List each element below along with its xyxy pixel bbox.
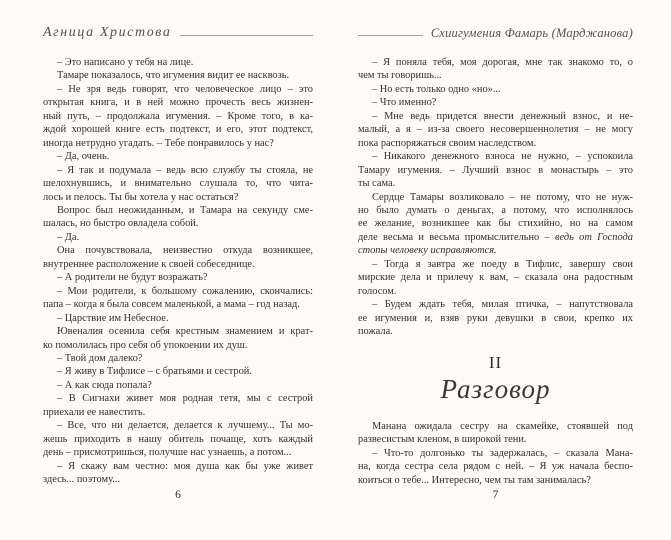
- running-head-left-title: Агница Христова: [43, 25, 172, 40]
- text-line: ее игумения и, взяв руки девушки в свои, крепко их: [358, 312, 633, 324]
- chapter-heading: [358, 354, 633, 404]
- text-line: день – присмотришься, получше нас узнаешь, а потом...: [43, 447, 292, 459]
- paragraph: [43, 231, 313, 244]
- running-head-left-rule: [180, 35, 314, 36]
- paragraph: [43, 285, 313, 312]
- text-line: – Твой дом далеко?: [57, 352, 143, 364]
- text-line: пока распоряжаться своим наследством.: [358, 137, 537, 149]
- text-line: – Никакого денежного взноса не нужно, – успокоила: [372, 151, 633, 163]
- text-line: ты сама.: [358, 178, 396, 190]
- page-left: [43, 0, 313, 540]
- text-line: шалась, но быстро овладела собой.: [43, 218, 199, 230]
- text-line: Вопрос был неожиданным, и Тамара на секунду сме-: [57, 204, 313, 216]
- paragraph: [43, 325, 313, 352]
- paragraph: [358, 191, 633, 258]
- paragraph: [358, 56, 633, 83]
- text-line: – Не зря ведь говорят, что человеческое лицо – это: [57, 83, 313, 95]
- page-right-body-top: [358, 56, 633, 339]
- chapter-number: II: [488, 353, 503, 372]
- text-line: открытая книга, и в ней можно прочесть весь жизнен-: [43, 97, 313, 109]
- text-line: внутреннее расположение к своей собеседнице.: [43, 258, 255, 270]
- page-number-left: 6: [175, 489, 181, 501]
- paragraph: [358, 110, 633, 150]
- text-line: – Это написано у тебя на лице.: [57, 57, 194, 68]
- page-right-body-bottom: [358, 420, 633, 487]
- paragraph: [358, 150, 633, 190]
- text-line: – Что именно?: [372, 97, 437, 109]
- text-line: чем ты говоришь...: [358, 70, 442, 82]
- text-line: папа – когда я была совсем маленькой, а мама – год назад.: [43, 299, 300, 311]
- paragraph: [358, 258, 633, 298]
- text-line: – Я так и подумала – ведь всю службу ты стояла, не: [57, 164, 313, 176]
- paragraph: [43, 83, 313, 150]
- text-line: здесь... поэтому...: [43, 474, 121, 486]
- text-line: – Тогда я завтра же поеду в Тифлис, завершу свои: [372, 258, 633, 270]
- paragraph: [43, 352, 313, 365]
- text-line: – Все, что ни делается, делается к лучшему... Ты мо-: [57, 420, 313, 432]
- paragraph: [358, 420, 633, 447]
- text-line: мирские дела и прилечу к вам, – сказала она радостным: [358, 272, 633, 284]
- text-line: – А родители не будут возражать?: [57, 272, 208, 284]
- text-line: стопы человеку исправляются.: [358, 245, 497, 257]
- text-line: – Мои родители, к большому сожалению, скончались:: [57, 285, 313, 297]
- running-head-right-title: Схиигумения Фамарь (Марджанова): [430, 25, 633, 40]
- text-line: – Будем ждать тебя, милая птичка, – напутствовала: [372, 299, 633, 311]
- chapter-title: Разговор: [440, 374, 551, 404]
- text-line: – Но есть только одно «но»...: [372, 83, 501, 95]
- text-line: ный путь, – продолжала игумения. – Кроме того, в ка-: [43, 110, 313, 122]
- paragraph: [43, 150, 313, 163]
- paragraph: [43, 244, 313, 271]
- paragraph: [43, 392, 313, 419]
- text-line: – Я живу в Тифлисе – с братьями и сестрой.: [57, 366, 252, 378]
- text-line: голосом.: [358, 285, 397, 297]
- text-line: малый, а я – из-за своего несовершеннолетия – не могу: [358, 124, 633, 136]
- page-number-right: 7: [492, 489, 499, 501]
- text-line: – Да.: [57, 231, 80, 243]
- page-left-body: [43, 56, 313, 487]
- text-line: Ювеналия осенила себя крестным знамением и крат-: [57, 326, 313, 338]
- text-line: жешь приходить в нашу обитель почаще, хоть каждый: [43, 433, 313, 445]
- text-line: Сердце Тамары возликовало – не потому, что не нуж-: [372, 191, 633, 203]
- text-line: но было думать о деньгах, а потому, что исполнялось: [358, 204, 633, 216]
- text-line: – Да, очень.: [57, 151, 110, 163]
- text-line: деле весьма и весьма промыслительно – ведь от Господа: [358, 231, 633, 243]
- text-line: развесистым кленом, в широкой тени.: [358, 434, 527, 446]
- paragraph: [43, 56, 313, 69]
- paragraph: [358, 298, 633, 338]
- paragraph: [43, 164, 313, 204]
- paragraph: [43, 379, 313, 392]
- paragraph: [43, 365, 313, 378]
- text-line: – Что-то долгонько ты задержалась, – сказала Мана-: [372, 447, 633, 459]
- text-line: – В Сигнахи живет моя родная тетя, мы с сестрой: [57, 393, 313, 405]
- text-line: на, когда сестра села рядом с ней. – Я уж начала беспо-: [358, 461, 633, 473]
- text-line: пожала.: [358, 326, 393, 338]
- text-line: Манана ожидала сестру на скамейке, стоявшей под: [372, 421, 633, 432]
- paragraph: [43, 271, 313, 284]
- text-line: – Царствие им Небесное.: [57, 312, 169, 324]
- paragraph: [358, 447, 633, 487]
- paragraph: [43, 312, 313, 325]
- text-line: – Я скажу вам честно: моя душа как бы уже живет: [57, 460, 313, 472]
- text-line: ее желание, возникшее как бы стихийно, но на самом: [358, 218, 633, 230]
- text-line: шелохнувшись, и внимательно слушала то, что чита-: [43, 178, 313, 190]
- paragraph: [358, 83, 633, 96]
- text-line: Тамаре показалось, что игумения видит ее насквозь.: [57, 70, 290, 82]
- text-line: приехали ее навестить.: [43, 406, 146, 418]
- text-line: Она почувствовала, неизвестно откуда возникшее,: [57, 245, 313, 257]
- paragraph: [43, 419, 313, 459]
- text-line: – Я поняла тебя, моя дорогая, мне так знакомо то, о: [372, 57, 633, 68]
- running-head-left: [43, 24, 313, 42]
- paragraph: [43, 69, 313, 82]
- text-line: – Мне ведь придется внести денежный взнос, и не-: [372, 110, 633, 122]
- running-head-right: [358, 24, 633, 42]
- text-line: лось и пелось. Ты бы хотела у нас остаться?: [43, 191, 239, 203]
- text-line: иногда нетрудно угадать. – Тебе понравилось у нас?: [43, 137, 274, 149]
- text-line: ко помолилась про себя об упокоении их душ.: [43, 339, 248, 351]
- text-line: ждой хорошей книге есть подтекст, и его, этот подтекст,: [43, 124, 313, 136]
- page-right: [358, 0, 633, 540]
- paragraph: [43, 460, 313, 487]
- text-line: Тамару игумения. – Лучший взнос в монастырь – это: [358, 164, 633, 176]
- text-line: – А как сюда попала?: [57, 379, 152, 391]
- text-line: коиться о тебе... Интересно, чем ты там занималась?: [358, 474, 591, 486]
- paragraph: [43, 204, 313, 231]
- paragraph: [358, 96, 633, 109]
- running-head-right-rule: [358, 35, 423, 36]
